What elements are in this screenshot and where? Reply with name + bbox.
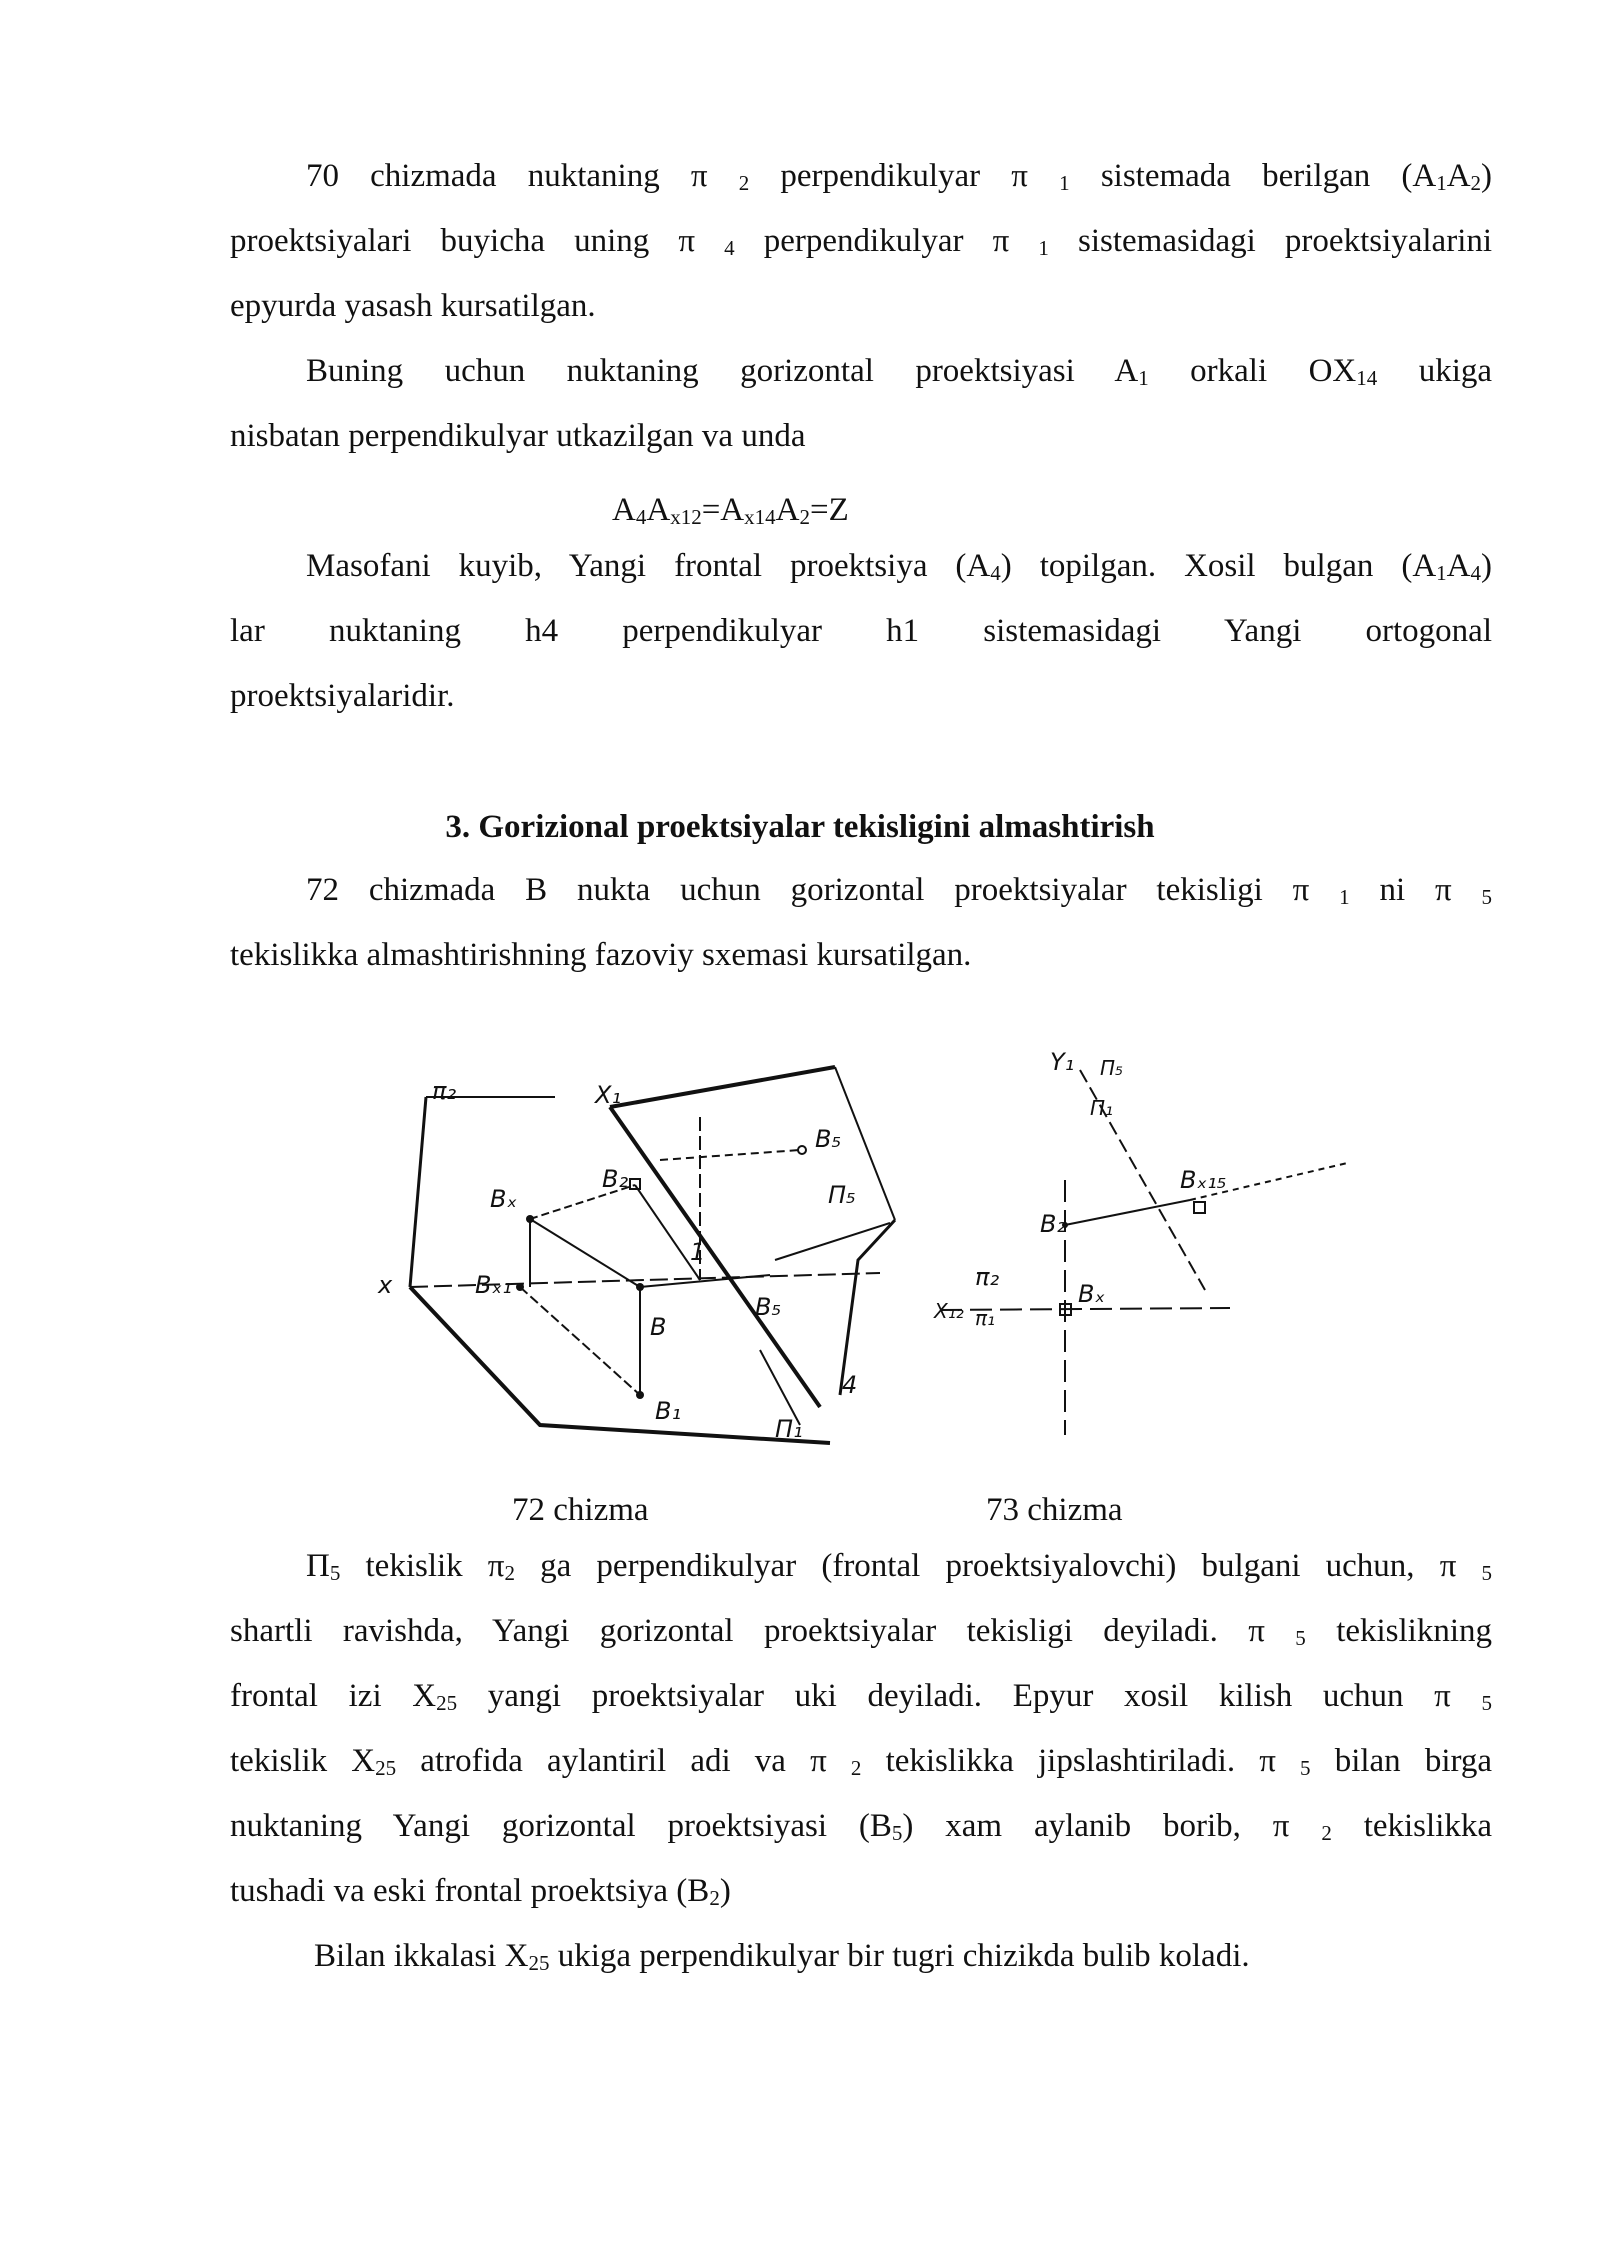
paragraph-5-line-3 bbox=[230, 1664, 1492, 1729]
point-bx1 bbox=[516, 1283, 524, 1291]
text: ) xam aylanib borib, π bbox=[902, 1808, 1290, 1844]
subscript: 5 bbox=[1481, 1691, 1493, 1715]
text: nuktaning Yangi gorizontal proektsiyasi (B bbox=[230, 1808, 892, 1844]
subscript: 2 bbox=[709, 1886, 720, 1910]
bx1-b1-line bbox=[520, 1287, 640, 1395]
subscript: 2 bbox=[850, 1756, 862, 1780]
text: shartli ravishda, Yangi gorizontal proektsiyalar tekisligi deyiladi. π bbox=[230, 1613, 1265, 1649]
paragraph-3-line-1 bbox=[230, 534, 1492, 599]
subscript: 1 bbox=[1059, 171, 1070, 195]
label-pi1: π₁ bbox=[975, 1306, 996, 1330]
subscript: 1 bbox=[1436, 171, 1447, 195]
paragraph-5-line-4 bbox=[230, 1729, 1492, 1794]
label-b1: B₁ bbox=[655, 1397, 682, 1425]
point-b5 bbox=[798, 1146, 806, 1154]
text: A bbox=[1446, 158, 1471, 194]
subscript: 5 bbox=[1481, 1561, 1493, 1585]
text: bilan birga bbox=[1334, 1743, 1493, 1779]
paragraph-3-line-2: lar nuktaning h4 perpendikulyar h1 sistemasidagi Yangi ortogonal bbox=[230, 613, 1492, 649]
text: Buning uchun nuktaning gorizontal proektsiyasi A bbox=[306, 353, 1139, 389]
text: tekislikka bbox=[1363, 1808, 1493, 1844]
text: ni π bbox=[1379, 872, 1452, 908]
subscript: 2 bbox=[799, 505, 810, 529]
text: proektsiyalari buyicha uning π bbox=[230, 223, 696, 259]
pi5-inner-edge bbox=[775, 1223, 890, 1260]
text: sistemada berilgan (A bbox=[1100, 158, 1437, 194]
subscript: 2 bbox=[504, 1561, 515, 1585]
subscript: 25 bbox=[528, 1951, 550, 1975]
text: perpendikulyar π bbox=[780, 158, 1028, 194]
pi2-left-edge bbox=[410, 1097, 426, 1287]
text: tekislikning bbox=[1336, 1613, 1493, 1649]
text: perpendikulyar π bbox=[763, 223, 1010, 259]
text: ) bbox=[1481, 548, 1492, 584]
subscript: 25 bbox=[375, 1756, 397, 1780]
right-angle-mark bbox=[630, 1179, 640, 1189]
subscript: 4 bbox=[1470, 561, 1481, 585]
text: A bbox=[1446, 548, 1471, 584]
label-b2: B₂ bbox=[602, 1165, 629, 1193]
label-y1: Y₁ bbox=[1050, 1048, 1075, 1076]
point-bx bbox=[526, 1215, 534, 1223]
paragraph-2-line-2: nisbatan perpendikulyar utkazilgan va unda bbox=[230, 418, 806, 454]
text: ) bbox=[719, 1873, 731, 1909]
text: orkali OX bbox=[1190, 353, 1357, 389]
subscript: 1 bbox=[1038, 236, 1049, 260]
paragraph-2-line-1 bbox=[230, 339, 1492, 404]
text: sistemasidagi proektsiyalarini bbox=[1078, 223, 1493, 259]
subscript: 5 bbox=[1481, 885, 1493, 909]
text: ukiga perpendikulyar bir tugri chizikda bulib koladi. bbox=[557, 1938, 1250, 1974]
subscript: 1 bbox=[1138, 366, 1149, 390]
paragraph-6 bbox=[314, 1924, 1576, 1989]
subscript: 1 bbox=[1339, 885, 1350, 909]
text: ) bbox=[1481, 158, 1493, 194]
paragraph-2 bbox=[230, 339, 1492, 469]
subscript: 2 bbox=[1321, 1821, 1332, 1845]
label-b5-lower: B₅ bbox=[755, 1293, 782, 1321]
subscript: 25 bbox=[436, 1691, 458, 1715]
label-b: B bbox=[650, 1313, 667, 1341]
text: ga perpendikulyar (frontal proektsiyalovchi) bulgani uchun, π bbox=[540, 1548, 1457, 1584]
b2-bx15-line bbox=[1065, 1200, 1190, 1225]
bx-b-line bbox=[530, 1219, 640, 1287]
label-bx15: Bₓ₁₅ bbox=[1180, 1166, 1227, 1194]
text: tekislik X bbox=[230, 1743, 376, 1779]
label-pi2: π₂ bbox=[432, 1077, 457, 1105]
paragraph-5-line-5 bbox=[230, 1794, 1492, 1859]
text: tekislikka jipslashtiriladi. π bbox=[885, 1743, 1276, 1779]
subscript: x12 bbox=[670, 505, 702, 529]
text: tekislik π bbox=[365, 1548, 505, 1584]
text: Bilan ikkalasi X bbox=[314, 1938, 529, 1974]
text: frontal izi X bbox=[230, 1678, 437, 1714]
text: tushadi va eski frontal proektsiya (B bbox=[230, 1873, 710, 1909]
text: yangi proektsiyalar uki deyiladi. Epyur xosil kilish uchun π bbox=[487, 1678, 1451, 1714]
subscript: 5 bbox=[1295, 1626, 1306, 1650]
label-pi5: Π₅ bbox=[828, 1181, 856, 1209]
paragraph-4-line-1 bbox=[230, 858, 1492, 923]
text: =A bbox=[701, 492, 745, 528]
text: ) topilgan. Xosil bulgan (A bbox=[1000, 548, 1437, 584]
paragraph-3 bbox=[230, 534, 1492, 729]
paragraph-1-line-3: epyurda yasash kursatilgan. bbox=[230, 288, 596, 324]
pi5-diagonal-edge bbox=[610, 1107, 820, 1407]
subscript: 1 bbox=[1436, 561, 1447, 585]
text: A bbox=[775, 492, 800, 528]
label-pi1: Π₁ bbox=[775, 1415, 803, 1443]
subscript: 2 bbox=[738, 171, 750, 195]
paragraph-5 bbox=[230, 1534, 1492, 1924]
b5-line bbox=[660, 1150, 800, 1160]
text: Π bbox=[306, 1548, 330, 1584]
caption-73: 73 chizma bbox=[986, 1492, 1123, 1528]
bx15-right-angle bbox=[1194, 1202, 1205, 1213]
label-bx: Bₓ bbox=[490, 1185, 518, 1213]
label-x: x bbox=[378, 1271, 393, 1299]
text: ukiga bbox=[1418, 353, 1493, 389]
text: 72 chizmada B nukta uchun gorizontal proektsiyalar tekisligi π bbox=[306, 872, 1310, 908]
label-pi2: π₂ bbox=[975, 1263, 1000, 1291]
label-pi5-top: Π₅ bbox=[1100, 1056, 1124, 1080]
subscript: 5 bbox=[891, 1821, 903, 1845]
text: A bbox=[646, 492, 671, 528]
subscript: 4 bbox=[724, 236, 735, 260]
subscript: 14 bbox=[1356, 366, 1378, 390]
label-x1: X₁ bbox=[595, 1081, 622, 1109]
b-right-line bbox=[640, 1275, 770, 1287]
paragraph-4-line-2: tekislikka almashtirishning fazoviy sxemasi kursatilgan. bbox=[230, 937, 972, 973]
paragraph-4 bbox=[230, 858, 1492, 988]
text: atrofida aylantiril adi va π bbox=[420, 1743, 827, 1779]
label-x12: X₁₂ bbox=[934, 1299, 964, 1323]
subscript: 5 bbox=[329, 1561, 341, 1585]
figure-72-drawing bbox=[370, 1055, 910, 1455]
pi1-inner-line bbox=[760, 1350, 800, 1425]
pi5-fold-edge bbox=[840, 1220, 895, 1395]
figure-73-drawing bbox=[930, 1040, 1350, 1455]
paragraph-3-line-3: proektsiyalaridir. bbox=[230, 678, 455, 714]
text: A bbox=[612, 492, 636, 528]
text: Masofani kuyib, Yangi frontal proektsiya (A bbox=[306, 548, 991, 584]
subscript: x14 bbox=[744, 505, 776, 529]
label-one: 1 bbox=[690, 1238, 706, 1266]
paragraph-1 bbox=[230, 144, 1492, 339]
pi5-top-edge bbox=[610, 1067, 835, 1107]
paragraph-6-line-1 bbox=[314, 1924, 1576, 1989]
caption-72: 72 chizma bbox=[512, 1492, 649, 1528]
section-heading: 3. Gorizional proektsiyalar tekisligini almashtirish bbox=[445, 809, 1155, 845]
label-b2: B₂ bbox=[1040, 1210, 1067, 1238]
point-b bbox=[636, 1283, 644, 1291]
paragraph-5-line-2 bbox=[230, 1599, 1492, 1664]
point-b1 bbox=[636, 1391, 644, 1399]
subscript: 4 bbox=[635, 505, 647, 529]
label-bx1: Bₓ₁ bbox=[475, 1271, 512, 1299]
paragraph-1-line-2 bbox=[230, 209, 1492, 274]
paragraph-1-line-1 bbox=[230, 144, 1492, 209]
label-pi1-top: Π₁ bbox=[1090, 1096, 1114, 1120]
text: 70 chizmada nuktaning π bbox=[306, 158, 708, 194]
paragraph-5-line-6 bbox=[230, 1859, 1492, 1924]
subscript: 5 bbox=[1300, 1756, 1311, 1780]
paragraph-5-line-1 bbox=[230, 1534, 1492, 1599]
subscript: 2 bbox=[1470, 171, 1482, 195]
label-bx: Bₓ bbox=[1078, 1280, 1106, 1308]
text: =Z bbox=[809, 492, 849, 528]
label-four: 4 bbox=[842, 1371, 858, 1399]
label-b5: B₅ bbox=[815, 1125, 842, 1153]
subscript: 4 bbox=[990, 561, 1001, 585]
